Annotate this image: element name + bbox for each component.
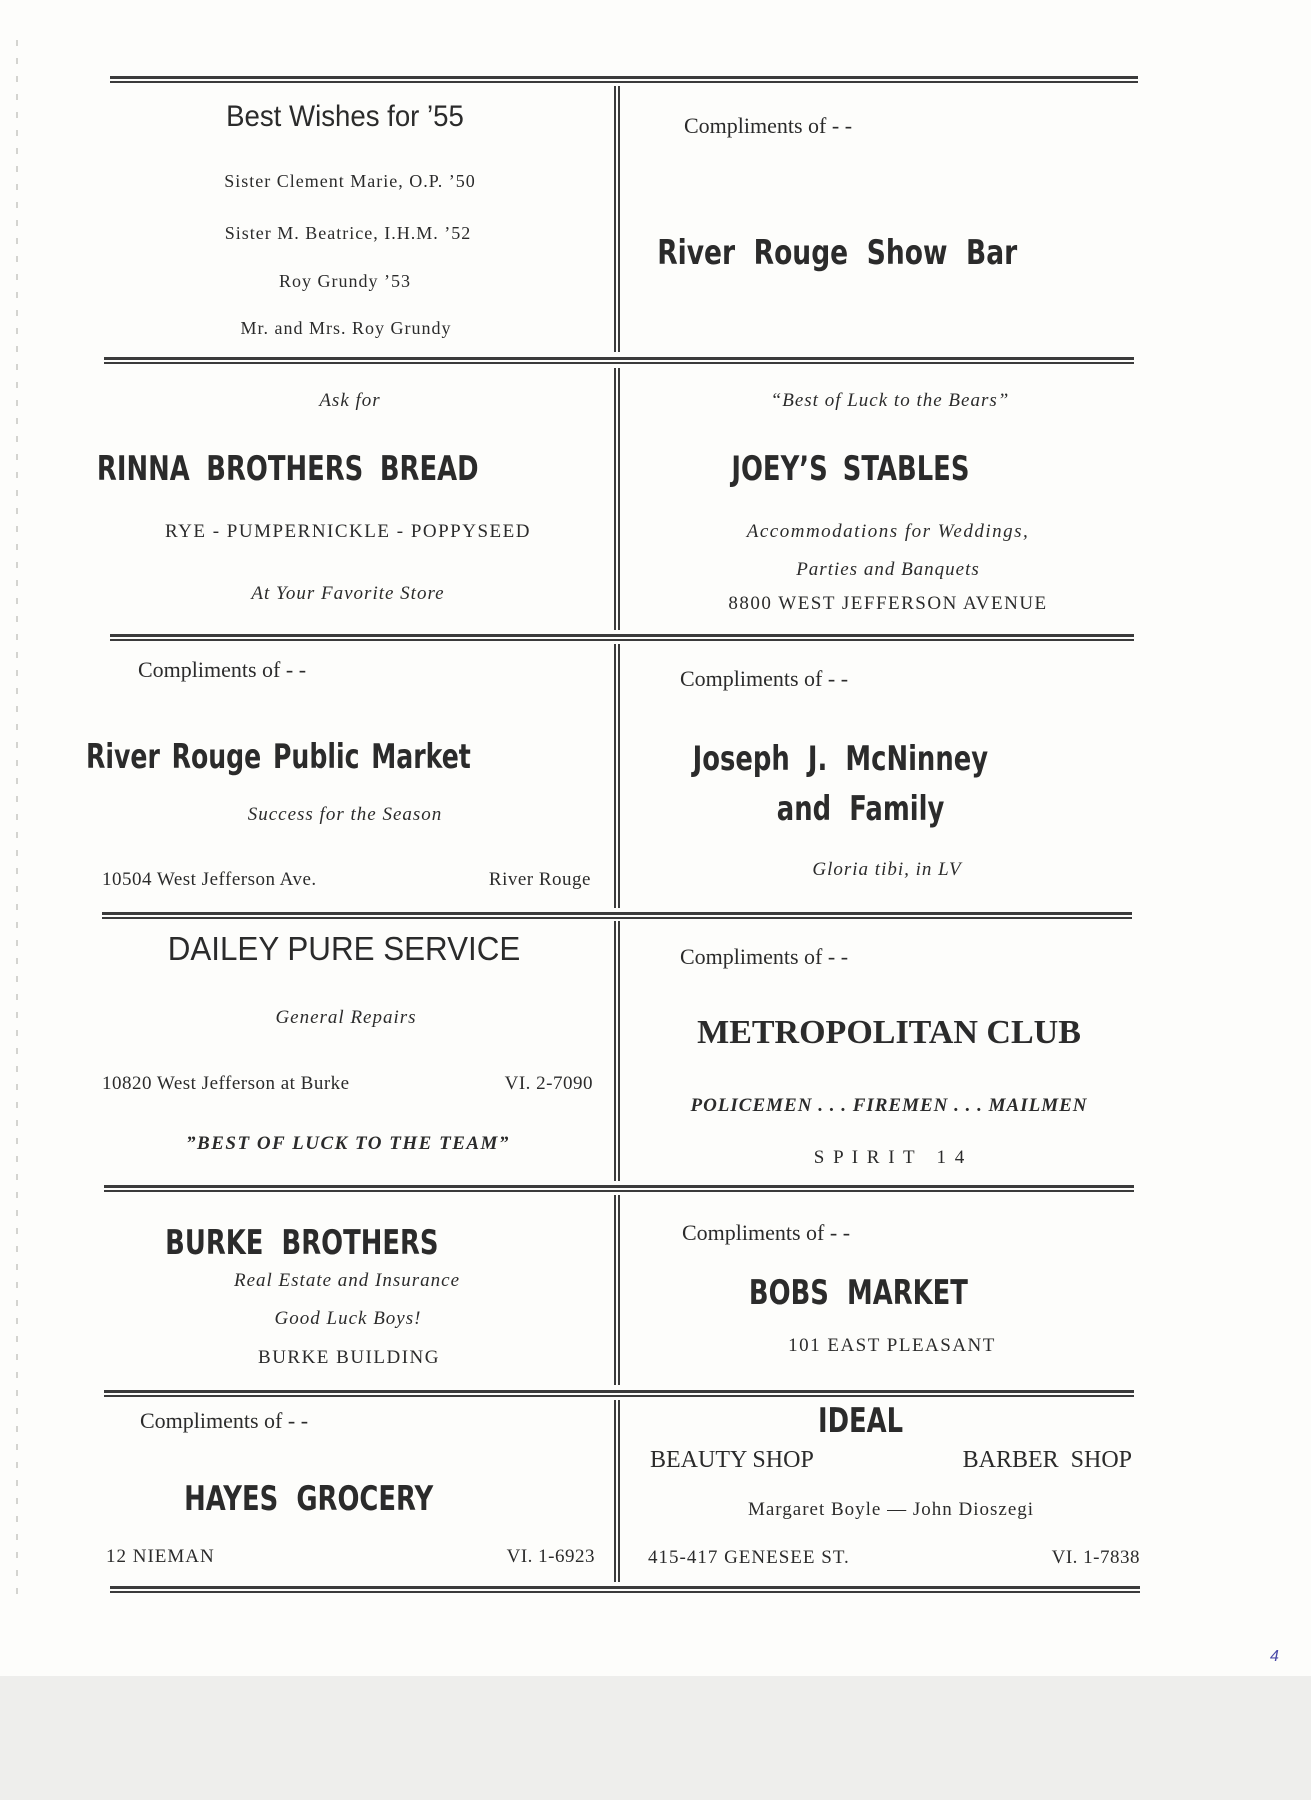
ad-slogan: ”BEST OF LUCK TO THE TEAM” [186, 1133, 510, 1154]
rule-col-2 [614, 368, 620, 630]
ad-phone: VI. 1-7838 [1051, 1547, 1140, 1568]
ad-spirit: S P I R I T 1 4 [813, 1147, 967, 1168]
page-edge-shadow [16, 40, 18, 1600]
rule-row-4 [104, 1185, 1134, 1192]
rule-col-3 [614, 644, 620, 908]
ad-title: Best Wishes for ’55 [226, 100, 464, 133]
ad-members: POLICEMEN . . . FIREMEN . . . MAILMEN [690, 1095, 1088, 1116]
ad-intro: Compliments of - - [138, 657, 307, 682]
ad-address: 12 NIEMAN [106, 1546, 215, 1567]
rule-col-6 [614, 1400, 620, 1582]
ad-intro: Compliments of - - [682, 1220, 851, 1245]
ad-line-2: Parties and Banquets [796, 559, 980, 580]
ad-beauty-shop: BEAUTY SHOP [650, 1447, 814, 1473]
page-number: 4 [1270, 1648, 1279, 1665]
rule-row-top [110, 76, 1138, 83]
ad-barber-shop: BARBER SHOP [962, 1447, 1132, 1473]
ad-business-name: BOBS MARKET [748, 1273, 968, 1313]
ad-name-2: Sister M. Beatrice, I.H.M. ’52 [224, 223, 472, 243]
ad-address: 10504 West Jefferson Ave. [102, 869, 317, 890]
ad-line-1: Accommodations for Weddings, [746, 521, 1030, 542]
rule-col-4 [614, 921, 620, 1181]
ad-line-2: Good Luck Boys! [274, 1308, 422, 1329]
ad-address: 415-417 GENESEE ST. [648, 1547, 850, 1568]
ad-intro: Compliments of - - [140, 1408, 309, 1433]
ad-phone: VI. 2-7090 [504, 1073, 593, 1094]
ad-service: General Repairs [275, 1007, 417, 1028]
ad-name-3: Roy Grundy ’53 [279, 271, 411, 291]
ad-name-line-1: Joseph J. McNinney [692, 739, 989, 779]
rule-row-5 [104, 1390, 1134, 1397]
rule-col-1 [614, 86, 620, 352]
ad-business-name: IDEAL [817, 1401, 904, 1441]
ad-address: 8800 WEST JEFFERSON AVENUE [728, 593, 1048, 614]
ad-address: 101 EAST PLEASANT [788, 1335, 996, 1356]
ad-intro: Compliments of - - [680, 944, 849, 969]
ad-address: 10820 West Jefferson at Burke [102, 1073, 350, 1094]
ad-intro: Compliments of - - [680, 666, 849, 691]
ad-name-4: Mr. and Mrs. Roy Grundy [240, 318, 452, 338]
rule-col-5 [614, 1195, 620, 1385]
ad-business-name: BURKE BROTHERS [165, 1223, 439, 1263]
ad-business-name: RINNA BROTHERS BREAD [96, 449, 479, 489]
ad-motto: Gloria tibi, in LV [812, 859, 962, 880]
ad-line-1: Real Estate and Insurance [233, 1270, 461, 1291]
ad-name-1: Sister Clement Marie, O.P. ’50 [224, 171, 476, 191]
ad-business-name: HAYES GROCERY [184, 1479, 434, 1519]
rule-row-3 [102, 912, 1132, 919]
ad-building: BURKE BUILDING [258, 1347, 440, 1368]
ad-business-name: DAILEY PURE SERVICE [167, 930, 521, 967]
ad-name-line-2: and Family [776, 789, 945, 829]
ad-slogan: Success for the Season [247, 804, 443, 825]
scan-background-strip [0, 1676, 1311, 1800]
ad-city: River Rouge [488, 869, 591, 890]
ad-business-name: River Rouge Show Bar [657, 233, 1018, 273]
rule-row-2 [110, 634, 1134, 641]
ad-intro: “Best of Luck to the Bears” [770, 390, 1010, 411]
rule-row-1 [104, 357, 1134, 364]
ad-business-name: METROPOLITAN CLUB [697, 1014, 1081, 1051]
ad-business-name: River Rouge Public Market [86, 737, 471, 777]
ad-business-name: JOEY’S STABLES [731, 449, 970, 489]
ad-location: At Your Favorite Store [251, 583, 445, 604]
rule-row-bottom [110, 1586, 1140, 1593]
ad-owners: Margaret Boyle — John Dioszegi [747, 1499, 1035, 1520]
ad-phone: VI. 1-6923 [506, 1546, 595, 1567]
ad-intro: Compliments of - - [684, 113, 853, 138]
ad-intro: Ask for [319, 390, 381, 411]
ad-products: RYE - PUMPERNICKLE - POPPYSEED [165, 521, 531, 542]
